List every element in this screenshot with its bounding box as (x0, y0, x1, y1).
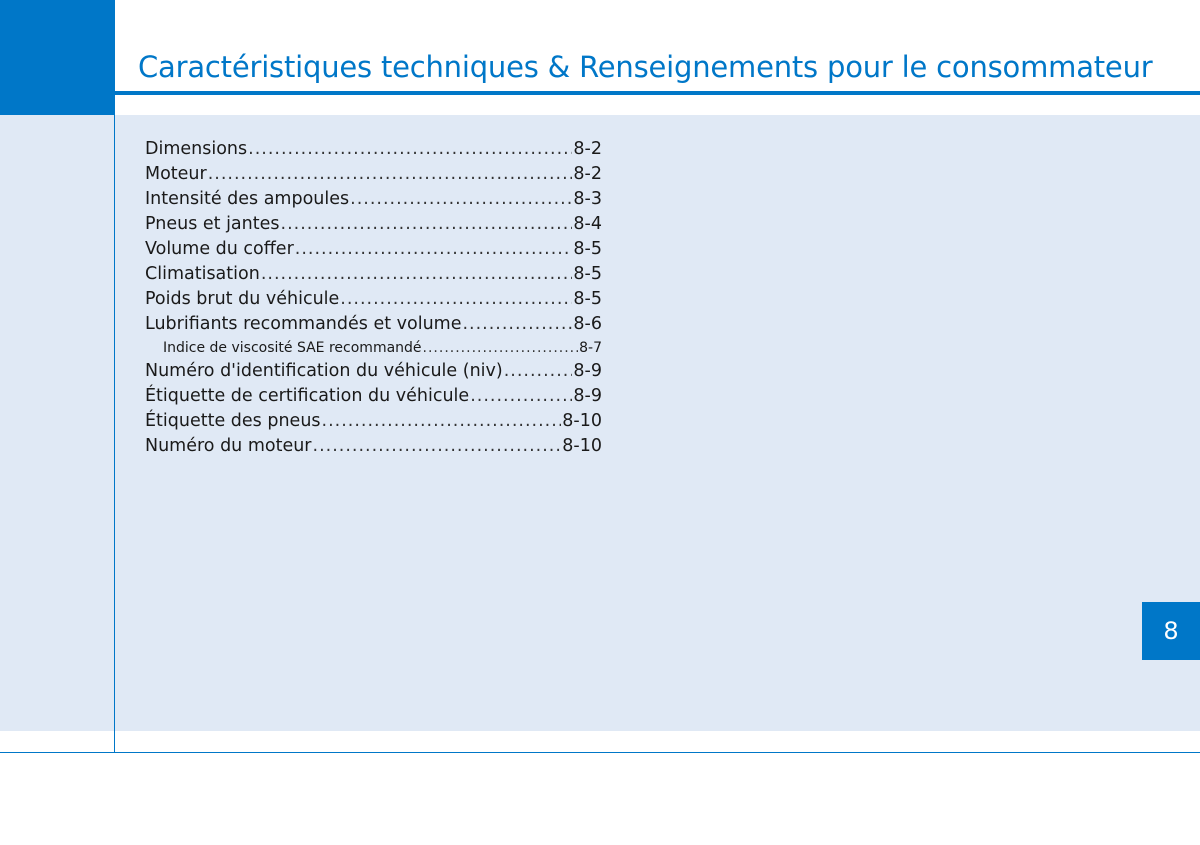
toc-entry-label: Climatisation (145, 264, 260, 284)
toc-entry-page: 8-2 (573, 164, 602, 184)
table-of-contents (145, 137, 602, 459)
toc-leader (462, 312, 572, 337)
toc-entry-label: Lubrifiants recommandés et volume (145, 314, 462, 334)
toc-entry-page: 8-10 (562, 411, 602, 431)
title-divider (115, 91, 1200, 95)
toc-entry[interactable] (145, 187, 602, 212)
toc-leader (261, 262, 573, 287)
toc-entry-page: 8-9 (573, 361, 602, 381)
toc-entry[interactable] (145, 137, 602, 162)
toc-entry-page: 8-3 (573, 189, 602, 209)
toc-entry-label: Indice de viscosité SAE recommandé (163, 340, 422, 356)
toc-entry-label: Numéro du moteur (145, 436, 312, 456)
toc-subentry[interactable] (145, 337, 602, 359)
corner-block (0, 0, 115, 115)
toc-entry-page: 8-9 (573, 386, 602, 406)
toc-leader (340, 287, 572, 312)
toc-entry[interactable] (145, 237, 602, 262)
toc-entry-page: 8-5 (573, 264, 602, 284)
toc-entry-page: 8-7 (579, 340, 602, 356)
bottom-divider (0, 752, 1200, 753)
toc-entry[interactable] (145, 262, 602, 287)
margin-divider (114, 115, 115, 753)
toc-entry-label: Étiquette des pneus (145, 411, 321, 431)
toc-leader (248, 137, 572, 162)
toc-entry[interactable] (145, 312, 602, 337)
toc-entry[interactable] (145, 162, 602, 187)
toc-leader (470, 384, 572, 409)
toc-leader (208, 162, 573, 187)
toc-entry-label: Numéro d'identification du véhicule (niv) (145, 361, 503, 381)
toc-leader (295, 237, 573, 262)
toc-entry-label: Moteur (145, 164, 207, 184)
toc-entry-label: Intensité des ampoules (145, 189, 350, 209)
toc-entry-page: 8-2 (573, 139, 602, 159)
toc-leader (350, 187, 572, 212)
toc-entry-label: Volume du coffer (145, 239, 294, 259)
toc-leader (322, 409, 562, 434)
toc-leader (423, 337, 579, 359)
toc-entry-page: 8-10 (562, 436, 602, 456)
toc-entry[interactable] (145, 409, 602, 434)
toc-entry-label: Dimensions (145, 139, 248, 159)
toc-leader (281, 212, 573, 237)
toc-leader (313, 434, 562, 459)
toc-entry[interactable] (145, 287, 602, 312)
chapter-tab[interactable]: 8 (1142, 602, 1200, 660)
toc-entry[interactable] (145, 384, 602, 409)
toc-entry-page: 8-6 (573, 314, 602, 334)
toc-entry[interactable] (145, 434, 602, 459)
toc-entry[interactable] (145, 212, 602, 237)
toc-entry-page: 8-5 (573, 289, 602, 309)
toc-leader (504, 359, 573, 384)
toc-entry-label: Pneus et jantes (145, 214, 280, 234)
toc-entry-label: Poids brut du véhicule (145, 289, 340, 309)
toc-entry[interactable] (145, 359, 602, 384)
toc-entry-page: 8-5 (573, 239, 602, 259)
toc-entry-page: 8-4 (573, 214, 602, 234)
toc-entry-label: Étiquette de certification du véhicule (145, 386, 470, 406)
page-title: Caractéristiques techniques & Renseignements pour le consommateur (138, 50, 1153, 84)
